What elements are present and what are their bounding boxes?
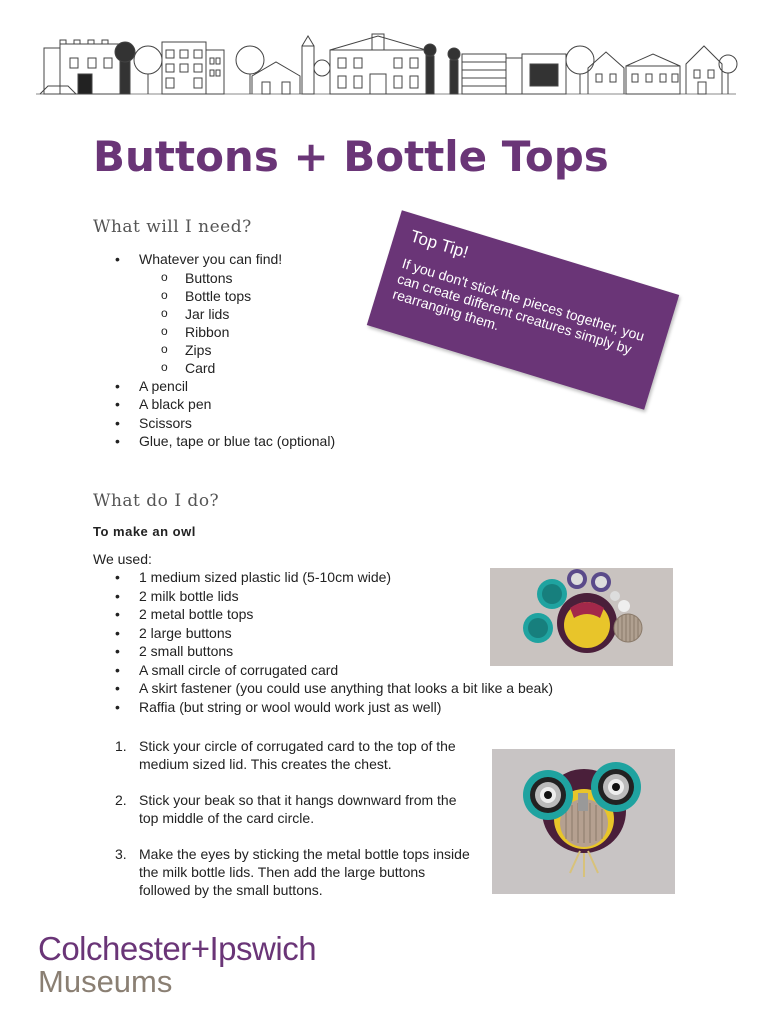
list-item [115,791,475,827]
museum-logo-line1: Colchester+Ipswich [38,930,317,967]
assembled-owl-photo [492,749,675,894]
list-item: o Ribbon [161,323,335,341]
list-item [115,737,475,773]
list-item: o Buttons [161,269,335,287]
we-used-label: We used: [93,551,152,567]
list-item: o Jar lids [161,305,335,323]
list-item: • 1 medium sized plastic lid (5-10cm wide) [115,568,615,587]
list-item [115,250,335,377]
skyline-banner [30,30,742,98]
list-item: • A pencil [115,377,335,396]
museum-logo-line2: Museums [38,964,173,999]
step-text: Make the eyes by sticking the metal bottle tops inside the milk bottle lids. Then add the large buttons followed by the small buttons. [139,846,470,898]
page-title: Buttons + Bottle Tops [93,132,609,181]
list-item: • 2 small buttons [115,642,615,661]
instruction-steps [115,737,475,917]
list-item: o Card [161,359,335,377]
step-text: Stick your circle of corrugated card to the top of the medium sized lid. This creates the chest. [139,738,456,772]
list-item: • 2 milk bottle lids [115,587,615,606]
found-items-list [139,269,335,377]
list-item: • A black pen [115,395,335,414]
step-number: 1. [115,738,127,754]
step-number: 3. [115,846,127,862]
tip-title: Top Tip! [408,226,471,262]
do-heading: What do I do? [93,491,220,511]
list-item: • A small circle of corrugated card [115,661,615,680]
list-item [115,845,475,899]
list-item-text: Whatever you can find! [139,251,283,267]
top-tip-box [367,210,679,410]
tip-text: If you don't stick the pieces together, you can create different creatures simply by rearranging them. [390,255,647,358]
list-item: • 2 metal bottle tops [115,605,615,624]
owl-subheading: To make an owl [93,524,196,539]
step-text: Stick your beak so that it hangs downward from the top middle of the card circle. [139,792,457,826]
list-item: • A skirt fastener (you could use anything that looks a bit like a beak) [115,679,615,698]
step-number: 2. [115,792,127,808]
list-item: • Scissors [115,414,335,433]
need-heading: What will I need? [93,217,252,237]
list-item: • 2 large buttons [115,624,615,643]
list-item: o Zips [161,341,335,359]
assembled-owl-image [492,749,675,894]
owl-parts-photo [490,568,673,666]
list-item: o Bottle tops [161,287,335,305]
list-item: • Glue, tape or blue tac (optional) [115,432,335,451]
list-item: • Raffia (but string or wool would work just as well) [115,698,615,717]
owl-parts-image [490,568,673,666]
materials-list [115,250,335,451]
